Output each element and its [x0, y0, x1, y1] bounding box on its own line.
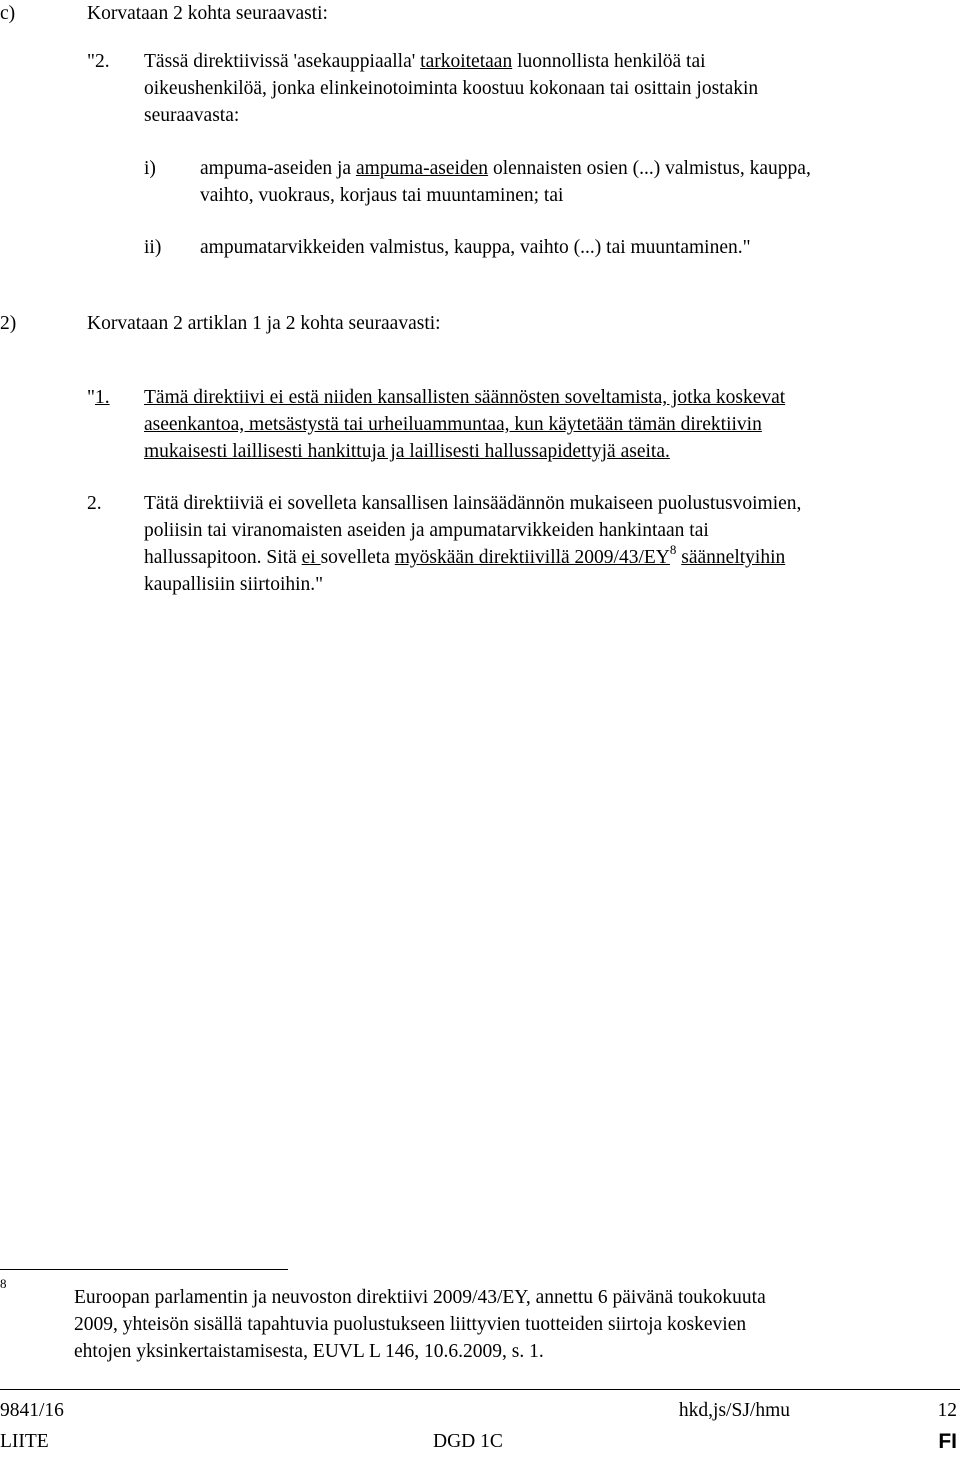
- item-ii-text: ampumatarvikkeiden valmistus, kauppa, vaihto (...) tai muuntaminen.": [200, 237, 751, 258]
- item-i-line2: vaihto, vuokraus, korjaus tai muuntaminen; tai: [200, 185, 564, 206]
- section-c-text: Korvataan 2 kohta seuraavasti:: [87, 3, 328, 24]
- item-i-label: i): [144, 158, 156, 179]
- para2-line2: oikeushenkilöä, jonka elinkeinotoiminta koostuu kokonaan tai osittain jostakin: [144, 78, 759, 99]
- item-ii-label: ii): [144, 237, 162, 258]
- art2-line2: poliisin tai viranomaisten aseiden ja ampumatarvikkeiden hankintaan tai: [144, 520, 709, 541]
- para2-line3: seuraavasta:: [144, 105, 240, 126]
- doc-number: 9841/16: [0, 1400, 64, 1421]
- footnote-line2: 2009, yhteisön sisällä tapahtuvia puolustukseen liittyvien tuotteiden siirtoja koskevien: [74, 1314, 747, 1335]
- art1-line1: Tämä direktiivi ei estä niiden kansallisten säännösten soveltamista, jotka koskevat: [144, 387, 786, 408]
- footer-rule: [0, 1389, 960, 1390]
- page-number: 12: [937, 1400, 957, 1421]
- art1-line2: aseenkantoa, metsästystä tai urheiluammuntaa, kun käytetään tämän direktiivin: [144, 414, 762, 435]
- initials: hkd,js/SJ/hmu: [678, 1400, 790, 1421]
- section-2-label: 2): [0, 313, 17, 334]
- art1-number: "1.: [87, 387, 110, 408]
- item-i-line1: ampuma-aseiden ja ampuma-aseiden olennaisten osien (...) valmistus, kauppa,: [200, 158, 811, 179]
- dgd-label: DGD 1C: [433, 1431, 503, 1452]
- section-c-label: c): [0, 3, 16, 24]
- art2-line4: kaupallisiin siirtoihin.": [144, 574, 324, 595]
- art1-line3: mukaisesti laillisesti hankittuja ja laillisesti hallussapidettyjä aseita.: [144, 441, 670, 462]
- art2-line3: hallussapitoon. Sitä ei sovelleta myöskään direktiivillä $2009/43/EY^8$ säänneltyihin: [144, 542, 786, 568]
- footnote-separator: [0, 1269, 288, 1270]
- section-2-text: Korvataan 2 artiklan 1 ja 2 kohta seuraavasti:: [87, 313, 441, 334]
- footnote-line1: Euroopan parlamentin ja neuvoston direktiivi 2009/43/EY, annettu 6 päivänä toukokuuta: [74, 1287, 766, 1308]
- footnote-line3: ehtojen yksinkertaistamisesta, EUVL L 146, 10.6.2009, s. 1.: [74, 1341, 544, 1362]
- para2-number: "2.: [87, 51, 110, 72]
- art2-line1: Tätä direktiiviä ei sovelleta kansallisen lainsäädännön mukaiseen puolustusvoimien,: [144, 493, 802, 514]
- footnote-ref-8: 8: [669, 542, 677, 557]
- art2-number: 2.: [87, 493, 102, 514]
- annex-label: LIITE: [0, 1431, 49, 1452]
- footnote-mark: 8: [0, 1276, 7, 1291]
- language-code: FI: [938, 1430, 957, 1453]
- para2-line1: Tässä direktiivissä 'asekauppiaalla' tarkoitetaan luonnollista henkilöä tai: [144, 51, 706, 72]
